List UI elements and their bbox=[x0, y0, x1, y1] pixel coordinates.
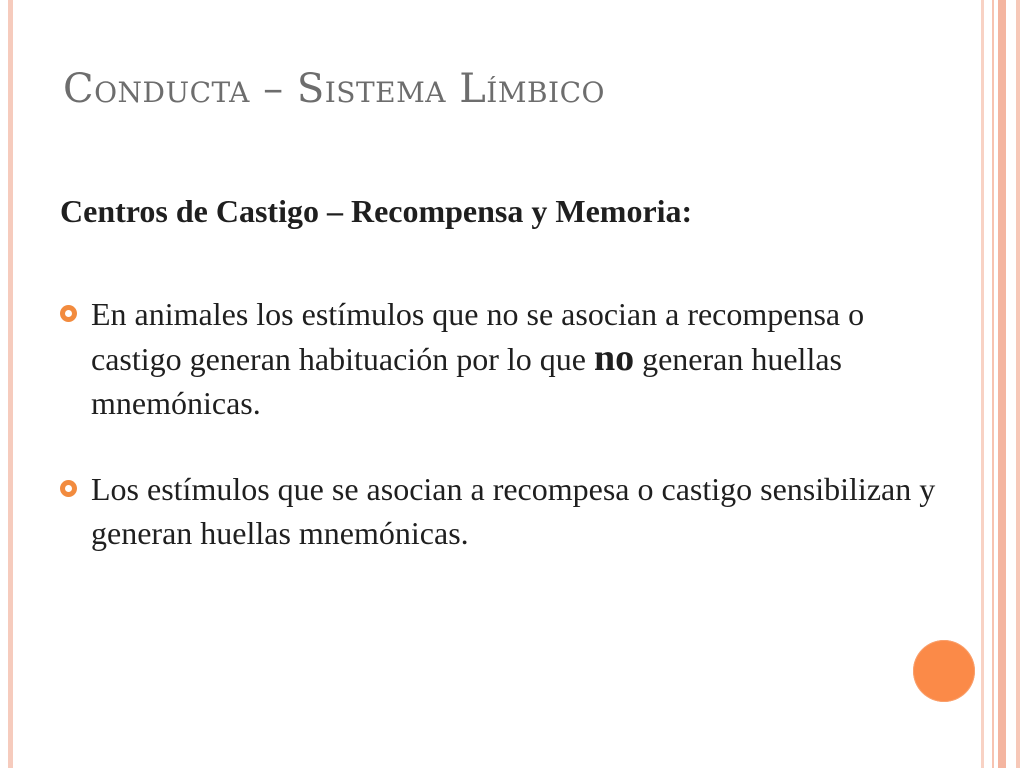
right-stripe-4 bbox=[1016, 0, 1020, 768]
left-decorative-stripe bbox=[8, 0, 13, 768]
bullet-list bbox=[60, 292, 940, 597]
bullet-text-before: En animales los estímulos que no se asocian a recompensa o castigo generan habituación por lo que bbox=[91, 296, 865, 377]
bullet-circle-icon bbox=[60, 480, 77, 497]
right-stripe-3 bbox=[998, 0, 1006, 768]
slide-title: Conducta – Sistema Límbico bbox=[63, 66, 605, 112]
right-decorative-border bbox=[978, 0, 1024, 768]
bullet-item-2 bbox=[60, 467, 940, 555]
bullet-item-1 bbox=[60, 292, 940, 425]
bullet-text: Los estímulos que se asocian a recompesa o castigo sensibilizan y generan huellas mnemónicas. bbox=[91, 471, 936, 551]
bullet-text-after: generan huellas mnemónicas. bbox=[91, 341, 842, 421]
accent-circle-icon bbox=[913, 640, 975, 702]
bullet-emphasis: no bbox=[593, 337, 635, 379]
bullet-circle-icon bbox=[60, 305, 77, 322]
right-stripe-2 bbox=[992, 0, 994, 768]
right-stripe-1 bbox=[981, 0, 984, 768]
slide-subheading: Centros de Castigo – Recompensa y Memoria: bbox=[60, 193, 693, 229]
